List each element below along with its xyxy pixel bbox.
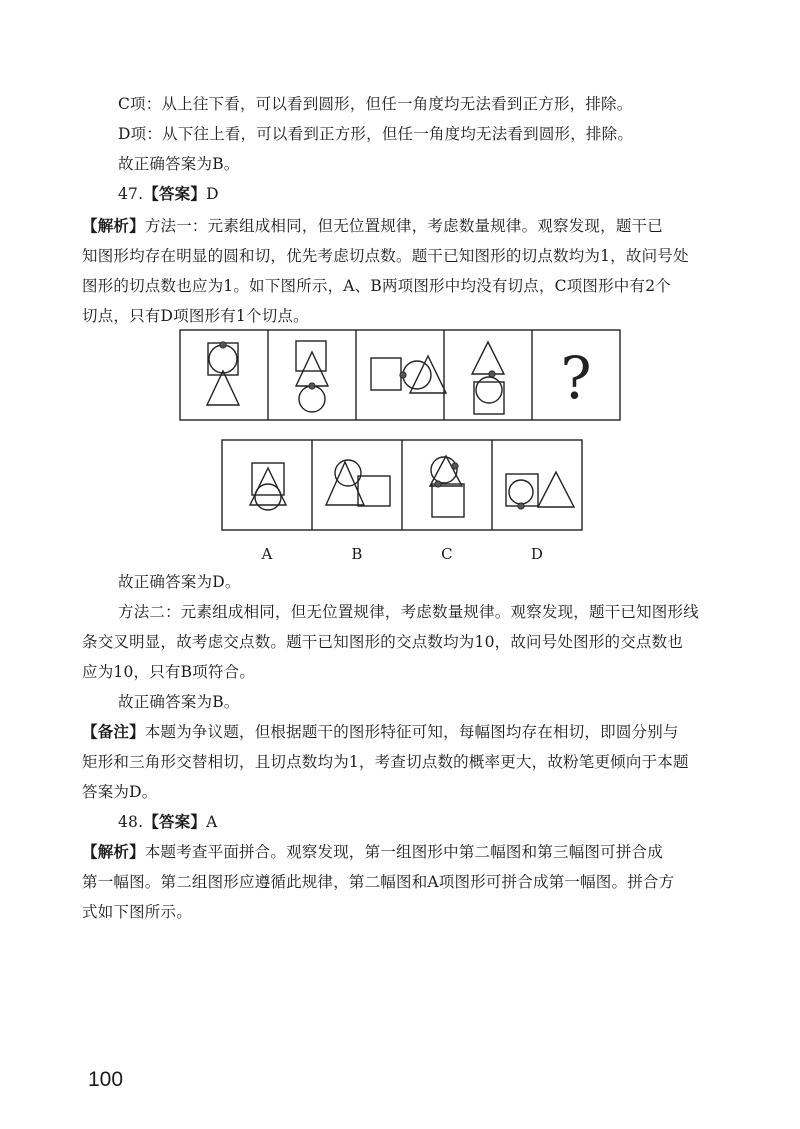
note-line: 答案为D。 — [82, 783, 158, 801]
question-figure-3 — [371, 356, 446, 393]
option-label-c: C — [441, 545, 453, 563]
tangent-dot — [489, 371, 495, 377]
tangent-dot — [220, 342, 226, 348]
question-number: 47. — [118, 185, 144, 203]
question-figure-2 — [296, 341, 328, 412]
option-figure-b — [326, 460, 390, 506]
analysis-tag: 【解析】 — [82, 843, 145, 861]
q48-heading — [118, 810, 217, 834]
text-line: 故正确答案为B。 — [118, 693, 240, 711]
note-line: 矩形和三角形交替相切，且切点数均为1，考查切点数的概率更大，故粉笔更倾向于本题 — [82, 753, 689, 771]
paragraph-line: 方法二：元素组成相同，但无位置规律，考虑数量规律。观察发现，题干已知图形线 — [118, 603, 699, 621]
text-line: 故正确答案为B。 — [118, 155, 240, 173]
paragraph-line — [82, 840, 663, 864]
question-mark: ? — [560, 344, 592, 412]
tangent-dot — [518, 503, 524, 509]
tangent-dot — [400, 372, 406, 378]
tangent-dot — [452, 463, 458, 469]
paragraph-line: 第一幅图。第二组图形应遵循此规律，第二幅图和A项图形可拼合成第一幅图。拼合方 — [82, 873, 675, 891]
option-label-a: A — [261, 545, 273, 563]
paragraph-line: 切点，只有D项图形有1个切点。 — [82, 307, 309, 325]
page-number: 100 — [88, 1068, 124, 1091]
paragraph-text: 方法一：元素组成相同，但无位置规律，考虑数量规律。观察发现，题干已 — [144, 217, 663, 235]
answer-value: A — [206, 813, 218, 831]
paragraph-text: 本题考查平面拼合。观察发现，第一组图形中第二幅图和第三幅图可拼合成 — [144, 843, 663, 861]
tangent-dot — [309, 383, 315, 389]
note-text: 本题为争议题，但根据题干的图形特征可知，每幅图均存在相切，即圆分别与 — [144, 723, 679, 741]
text-line: C项：从上往下看，可以看到圆形，但任一角度均无法看到正方形，排除。 — [118, 95, 633, 113]
answer-tag: 【答案】 — [143, 185, 207, 203]
question-number: 48. — [118, 813, 144, 831]
answer-tag: 【答案】 — [143, 813, 207, 831]
option-label-d: D — [530, 545, 544, 563]
note-line — [82, 720, 679, 744]
tangent-dot — [435, 481, 441, 487]
paragraph-line: 应为10，只有B项符合。 — [82, 663, 256, 681]
option-figure-a — [250, 463, 286, 510]
analysis-tag: 【解析】 — [82, 217, 145, 235]
note-tag: 【备注】 — [82, 723, 145, 741]
option-label-b: B — [351, 545, 363, 563]
option-figure-c — [430, 456, 464, 517]
question-figure-1 — [207, 343, 239, 405]
paragraph-line: 图形的切点数也应为1。如下图所示，A、B两项图形中均没有切点，C项图形中有2个 — [82, 277, 671, 295]
paragraph-line: 式如下图所示。 — [82, 903, 192, 921]
text-line: D项：从下往上看，可以看到正方形，但任一角度均无法看到圆形，排除。 — [118, 125, 634, 143]
text-line: 故正确答案为D。 — [118, 573, 241, 591]
paragraph-line: 知图形均存在明显的圆和切，优先考虑切点数。题干已知图形的切点数均为1，故问号处 — [82, 247, 689, 265]
option-figure-d — [506, 472, 574, 507]
answer-value: D — [206, 185, 219, 203]
question-figure-4 — [472, 342, 504, 414]
paragraph-line: 条交叉明显，故考虑交点数。题干已知图形的交点数均为10，故问号处图形的交点数也 — [82, 633, 684, 651]
